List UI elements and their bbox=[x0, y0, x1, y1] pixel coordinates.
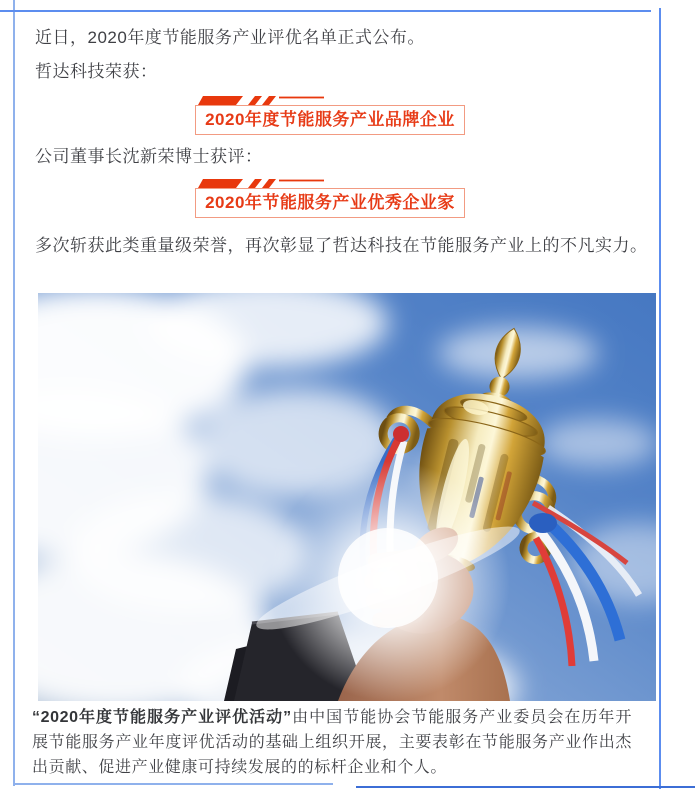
frame-line-bottom-right bbox=[356, 786, 695, 788]
chairman-award-badge bbox=[195, 188, 465, 218]
company-badge-row bbox=[14, 105, 646, 135]
frame-line-right bbox=[659, 8, 661, 789]
photo-caption bbox=[32, 705, 632, 780]
company-award-badge-label: 2020年度节能服务产业品牌企业 bbox=[205, 110, 455, 129]
intro-paragraph: 近日，2020年度节能服务产业评优名单正式公布。 bbox=[35, 28, 425, 47]
chairman-badge-row bbox=[14, 188, 646, 218]
badge-flag-icon bbox=[198, 177, 324, 189]
chairman-award-lead: 公司董事长沈新荣博士获评： bbox=[35, 147, 263, 166]
frame-line-bottom-left bbox=[13, 783, 333, 785]
trophy-photo bbox=[38, 293, 656, 701]
company-award-lead: 哲达科技荣获： bbox=[35, 62, 158, 81]
caption-bold-title: “2020年度节能服务产业评优活动” bbox=[32, 709, 292, 726]
caption-body: 由中国节能协会节能服务产业委员会在历年开展节能服务产业年度评优活动的基础上组织开展，主要表彰在节能服务产业作出杰出贡献、促进产业健康可持续发展的的标杆企业和个人。 bbox=[32, 709, 632, 776]
summary-paragraph: 多次斩获此类重量级荣誉，再次彰显了哲达科技在节能服务产业上的不凡实力。 bbox=[35, 236, 648, 255]
frame-line-top bbox=[0, 10, 651, 12]
company-award-badge bbox=[195, 105, 465, 135]
badge-flag-icon bbox=[198, 94, 324, 106]
chairman-award-badge-label: 2020年节能服务产业优秀企业家 bbox=[205, 193, 455, 212]
